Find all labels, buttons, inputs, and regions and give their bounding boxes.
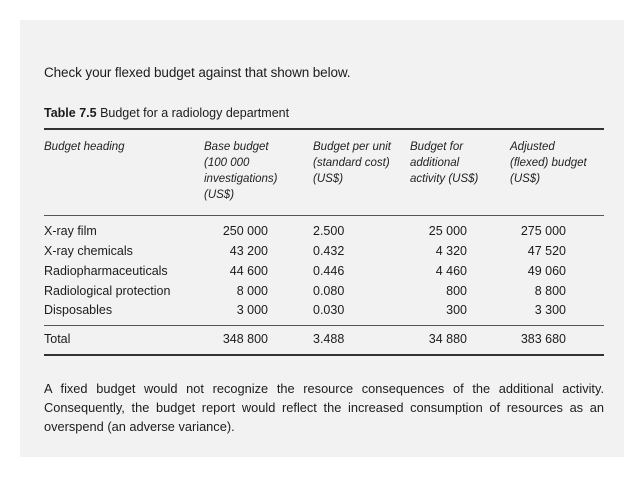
row-additional-budget: 25 000 <box>428 224 467 238</box>
row-base-budget: 44 600 <box>229 264 268 278</box>
row-adjusted-budget: 8 800 <box>534 284 566 298</box>
table-top-rule <box>44 128 604 130</box>
row-unit-budget: 0.446 <box>313 264 345 278</box>
intro-text: Check your flexed budget against that shown below. <box>44 65 351 80</box>
total-base-budget: 348 800 <box>222 332 268 346</box>
row-adjusted-budget: 3 300 <box>534 303 566 317</box>
header-adjusted-budget: Adjusted (flexed) budget (US$) <box>510 141 587 185</box>
row-unit-budget: 0.432 <box>313 244 345 258</box>
header-rule <box>44 215 604 216</box>
table-number: Table 7.5 <box>44 106 97 120</box>
table-bottom-rule <box>44 354 604 356</box>
table-title: Budget for a radiology department <box>100 106 290 120</box>
row-unit-budget: 0.030 <box>313 303 345 317</box>
row-additional-budget: 300 <box>446 303 467 317</box>
row-heading: X-ray chemicals <box>44 244 133 258</box>
row-additional-budget: 800 <box>446 284 467 298</box>
row-base-budget: 8 000 <box>236 284 268 298</box>
header-budget-heading: Budget heading <box>44 141 125 153</box>
row-base-budget: 250 000 <box>222 224 268 238</box>
total-additional-budget: 34 880 <box>428 332 467 346</box>
total-rule <box>44 325 604 326</box>
closing-paragraph: A fixed budget would not recognize the resource consequences of the additional activity. Consequently, the budget report would reflect the increased consumption of resources as an overspend (an adverse variance). <box>44 381 604 434</box>
row-adjusted-budget: 47 520 <box>527 244 566 258</box>
row-additional-budget: 4 460 <box>435 264 467 278</box>
row-heading: Radiological protection <box>44 284 171 298</box>
total-unit-budget: 3.488 <box>313 332 345 346</box>
row-heading: Radiopharmaceuticals <box>44 264 168 278</box>
row-additional-budget: 4 320 <box>435 244 467 258</box>
header-budget-per-unit: Budget per unit (standard cost) (US$) <box>313 141 392 185</box>
total-adjusted-budget: 383 680 <box>520 332 566 346</box>
row-adjusted-budget: 275 000 <box>520 224 566 238</box>
row-heading: X-ray film <box>44 224 97 238</box>
total-label: Total <box>44 332 71 346</box>
row-heading: Disposables <box>44 303 113 317</box>
table-caption <box>44 106 289 120</box>
row-base-budget: 43 200 <box>229 244 268 258</box>
row-base-budget: 3 000 <box>236 303 268 317</box>
header-additional-activity: Budget for additional activity (US$) <box>410 141 479 185</box>
row-adjusted-budget: 49 060 <box>527 264 566 278</box>
header-base-budget: Base budget (100 000 investigations) (US$) <box>204 141 278 201</box>
row-unit-budget: 2.500 <box>313 224 345 238</box>
row-unit-budget: 0.080 <box>313 284 345 298</box>
